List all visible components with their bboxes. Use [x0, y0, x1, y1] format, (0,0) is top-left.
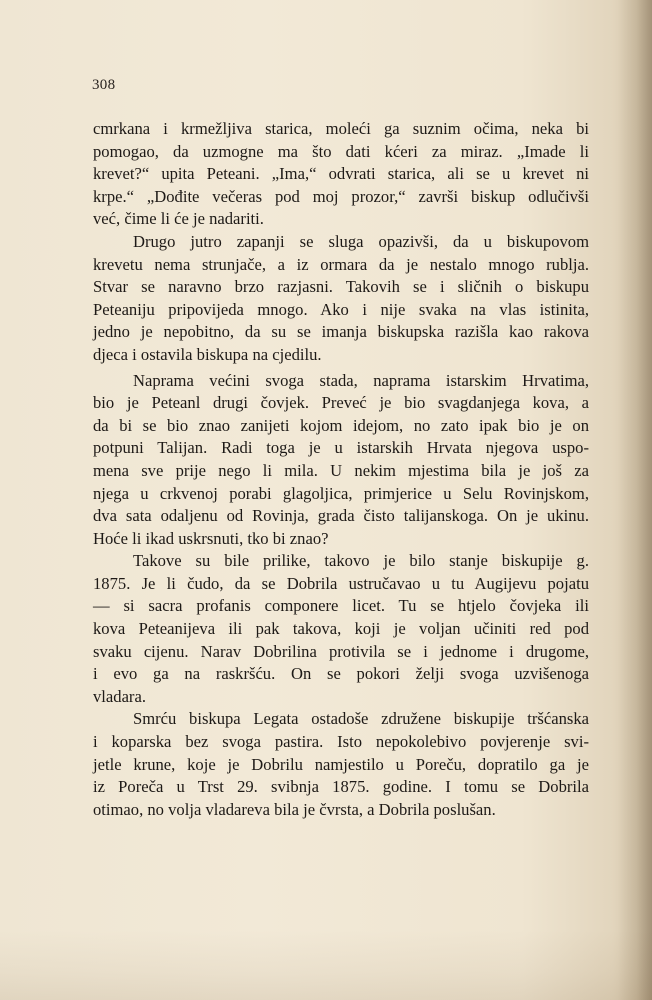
- text-line: već, čime li će je nadariti.: [93, 209, 264, 229]
- text-line: — si sacra profanis componere licet. Tu se htjelo čovjeka ili: [93, 596, 589, 616]
- page-edge-shadow: [618, 0, 652, 1000]
- text-line: otimao, no volja vladareva bila je čvrsta, a Dobrila poslušan.: [93, 799, 496, 819]
- text-line: i evo ga na raskršću. On se pokori želji svoga uzvišenoga: [93, 664, 589, 684]
- text-line: svaku cijenu. Narav Dobrilina protivila se i jednome i drugome,: [93, 641, 589, 661]
- text-line: Drugo jutro zapanji se sluga opazivši, da u biskupovom: [133, 231, 589, 251]
- text-line: Smrću biskupa Legata ostadoše združene biskupije tršćanska: [133, 709, 589, 729]
- text-line: da bi se bio znao zanijeti kojom idejom, no zato ipak bio je on: [93, 415, 589, 435]
- paragraph: [93, 550, 589, 708]
- text-line: i koparska bez svoga pastira. Isto nepokolebivo povjerenje svi-: [93, 732, 589, 752]
- paragraph: [93, 118, 589, 231]
- text-line: potpuni Talijan. Radi toga je u istarskih Hrvata njegova uspo-: [93, 438, 589, 458]
- text-line: mena sve prije nego li mila. U nekim mjestima bila je još za: [93, 460, 589, 480]
- text-line: Peteaniju pripovijeda mnogo. Ako i nije svaka na vlas istinita,: [93, 299, 589, 319]
- text-line: jedno je nepobitno, da su se imanja biskupska razišla kao rakova: [93, 322, 589, 342]
- text-line: cmrkana i krmežljiva starica, moleći ga suznim očima, neka bi: [93, 119, 589, 138]
- text-line: krevet?“ upita Peteani. „Ima,“ odvrati starica, ali se u krevet ni: [93, 164, 589, 184]
- page-bottom-shadow: [0, 930, 652, 1000]
- text-line: iz Poreča u Trst 29. svibnja 1875. godine. I tomu se Dobrila: [93, 777, 589, 797]
- text-line: vladara.: [93, 686, 146, 706]
- text-line: djeca i ostavila biskupa na cjedilu.: [93, 344, 322, 364]
- page-number: 308: [92, 77, 116, 93]
- text-line: Naprama većini svoga stada, naprama istarskim Hrvatima,: [133, 370, 589, 390]
- text-line: bio je Peteanl drugi čovjek. Preveć je bio svagdanjega kova, a: [93, 393, 589, 413]
- text-line: Hoće li ikad uskrsnuti, tko bi znao?: [93, 528, 329, 548]
- text-line: dva sata odaljenu od Rovinja, grada čisto talijanskoga. On je ukinu.: [93, 506, 589, 526]
- text-line: jetle krune, koje je Dobrilu namjestilo u Poreču, dopratilo ga je: [93, 754, 589, 774]
- text-line: Takove su bile prilike, takovo je bilo stanje biskupije g.: [133, 551, 589, 571]
- text-line: krevetu nema strunjače, a iz ormara da je nestalo mnogo rublja.: [93, 254, 589, 274]
- text-line: njega u crkvenoj porabi glagoljica, primjerice u Selu Rovinjskom,: [93, 483, 589, 503]
- paragraph: [93, 370, 589, 551]
- paragraph: [93, 708, 589, 821]
- text-line: Stvar se naravno brzo razjasni. Takovih se i sličnih o biskupu: [93, 277, 589, 297]
- text-line: 1875. Je li čudo, da se Dobrila ustručavao u tu Augijevu pojatu: [93, 573, 589, 593]
- text-line: pomogao, da uzmogne ma što dati kćeri za miraz. „Imade li: [93, 141, 589, 161]
- body-text: [93, 118, 589, 821]
- paragraph: [93, 231, 589, 367]
- text-line: kova Peteanijeva ili pak takova, koji je voljan učiniti red pod: [93, 619, 589, 639]
- text-line: krpe.“ „Dođite večeras pod moj prozor,“ završi biskup odlučivši: [93, 186, 589, 206]
